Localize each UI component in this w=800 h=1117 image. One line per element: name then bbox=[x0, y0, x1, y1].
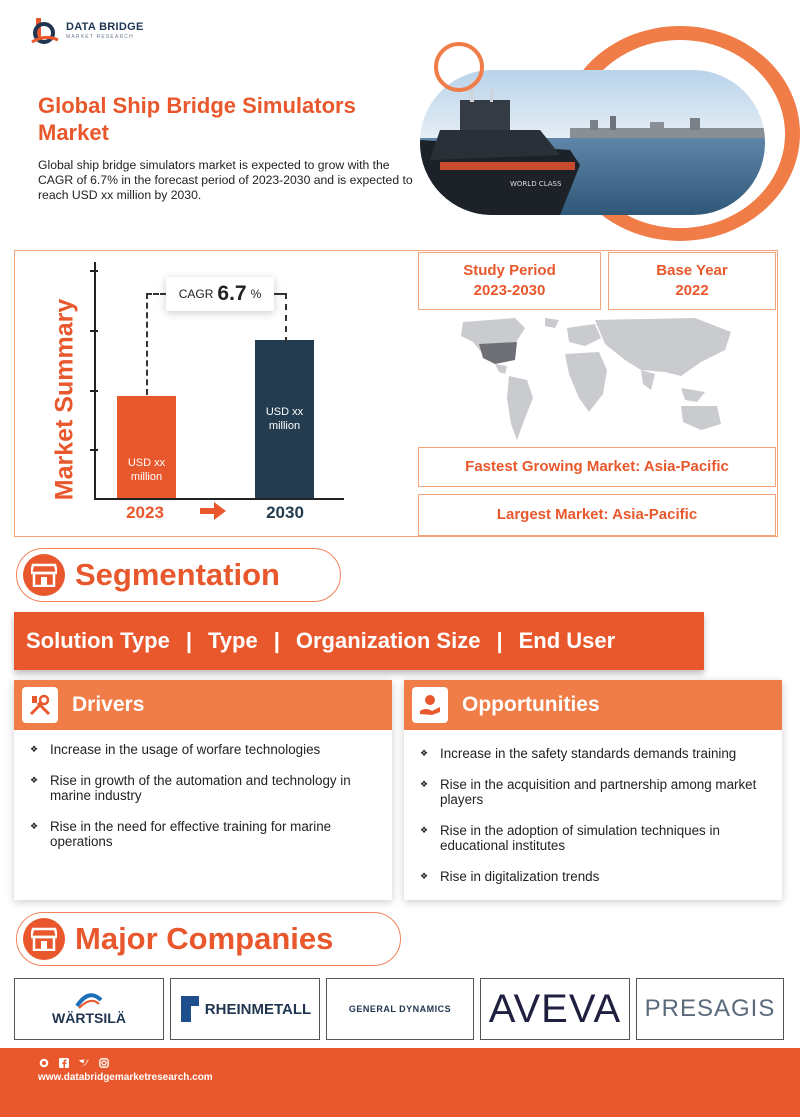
general-dynamics-text: GENERAL DYNAMICS bbox=[348, 1004, 452, 1014]
arrow-right-icon bbox=[200, 502, 226, 520]
segment-type: Type bbox=[207, 628, 258, 653]
segment-separator: | bbox=[185, 628, 192, 653]
year-2023-label: 2023 bbox=[126, 503, 164, 522]
page-title: Global Ship Bridge Simulators Market bbox=[38, 93, 356, 145]
fastest-growing-text: Fastest Growing Market: Asia-Pacific bbox=[465, 458, 729, 475]
rheinmetall-mark-icon bbox=[179, 994, 201, 1024]
companies-heading bbox=[16, 912, 401, 966]
chart-x-axis bbox=[94, 498, 344, 500]
list-item: ❖ Increase in the usage of worfare technologies bbox=[30, 742, 380, 758]
fastest-growing-box bbox=[418, 447, 776, 487]
largest-market-text: Largest Market: Asia-Pacific bbox=[496, 506, 698, 523]
study-period-label: Study Period bbox=[463, 262, 556, 279]
y-tick bbox=[90, 270, 98, 272]
logo-mark-icon bbox=[30, 16, 60, 46]
whatsapp-icon[interactable] bbox=[38, 1057, 49, 1068]
tools-icon bbox=[22, 687, 58, 723]
logo-wartsila bbox=[14, 978, 164, 1040]
instagram-icon[interactable] bbox=[98, 1057, 109, 1068]
opportunities-list bbox=[404, 730, 782, 884]
list-item: ❖ Rise in digitalization trends bbox=[420, 869, 770, 885]
store-icon bbox=[23, 918, 65, 960]
segment-end-user: End User bbox=[518, 628, 616, 653]
base-year-value: 2022 bbox=[675, 282, 709, 299]
cagr-dash-top-right bbox=[274, 293, 286, 295]
ship-photo bbox=[420, 70, 765, 215]
opportunities-header bbox=[404, 680, 782, 730]
drivers-card bbox=[14, 680, 392, 900]
social-links bbox=[38, 1057, 109, 1068]
chart-y-axis bbox=[94, 262, 96, 500]
year-2030-label: 2030 bbox=[266, 503, 304, 522]
logo-rheinmetall bbox=[170, 978, 320, 1040]
world-map bbox=[455, 314, 745, 446]
segmentation-bar bbox=[14, 612, 704, 670]
svg-text:WORLD CLASS: WORLD CLASS bbox=[510, 180, 562, 188]
cagr-value: 6.7 bbox=[217, 282, 247, 305]
twitter-icon[interactable] bbox=[78, 1057, 89, 1068]
list-item: ❖ Rise in the adoption of simulation techniques in educational institutes bbox=[420, 823, 770, 854]
cagr-prefix: CAGR bbox=[178, 287, 214, 301]
brand-logo bbox=[30, 14, 170, 48]
list-item: ❖ Rise in the need for effective training for marine operations bbox=[30, 819, 380, 850]
segment-solution-type: Solution Type bbox=[26, 628, 170, 653]
list-item: ❖ Increase in the safety standards demands training bbox=[420, 746, 770, 762]
segmentation-heading bbox=[16, 548, 341, 602]
opportunities-card bbox=[404, 680, 782, 900]
intro-text: Global ship bridge simulators market is expected to grow with the CAGR of 6.7% in the forecast period of 2023-2030 and is expected to reach USD xx million by 2030. bbox=[38, 158, 413, 202]
logo-presagis bbox=[636, 978, 784, 1040]
footer-website-link[interactable]: www.databridgemarketresearch.com bbox=[38, 1072, 213, 1083]
largest-market-box bbox=[418, 494, 776, 536]
bar-2030-label: USD xx million bbox=[265, 405, 304, 432]
segment-separator: | bbox=[496, 628, 503, 653]
cagr-suffix: % bbox=[250, 287, 262, 301]
rheinmetall-text: RHEINMETALL bbox=[204, 1000, 312, 1018]
segment-organization-size: Organization Size bbox=[295, 628, 481, 653]
companies-title: Major Companies bbox=[75, 921, 334, 956]
y-tick bbox=[90, 330, 98, 332]
segmentation-title: Segmentation bbox=[75, 557, 280, 592]
logo-general-dynamics bbox=[326, 978, 474, 1040]
wartsila-mark-icon bbox=[75, 992, 103, 1010]
brand-tagline: MARKET RESEARCH bbox=[66, 34, 134, 40]
bar-2030 bbox=[255, 340, 314, 498]
opportunities-title: Opportunities bbox=[462, 693, 600, 716]
base-year-label: Base Year bbox=[656, 262, 728, 279]
cagr-dash-left bbox=[146, 293, 148, 395]
logo-aveva bbox=[480, 978, 630, 1040]
drivers-title: Drivers bbox=[72, 693, 145, 716]
small-ring-decoration bbox=[434, 42, 484, 92]
brand-name: DATA BRIDGE bbox=[66, 21, 144, 33]
study-period-box bbox=[418, 252, 601, 310]
cagr-dash-right bbox=[285, 293, 287, 343]
segment-separator: | bbox=[273, 628, 280, 653]
y-tick bbox=[90, 449, 98, 451]
base-year-box bbox=[608, 252, 776, 310]
aveva-text: AVEVA bbox=[488, 986, 622, 1031]
y-tick bbox=[90, 390, 98, 392]
list-item: ❖ Rise in growth of the automation and technology in marine industry bbox=[30, 773, 380, 804]
market-summary-label: Market Summary bbox=[50, 298, 79, 501]
study-period-value: 2023-2030 bbox=[473, 282, 546, 299]
bar-2023-label: USD xx million bbox=[127, 457, 166, 483]
list-item: ❖ Rise in the acquisition and partnership among market players bbox=[420, 777, 770, 808]
opportunity-icon bbox=[412, 687, 448, 723]
bar-2023 bbox=[117, 396, 176, 498]
drivers-header bbox=[14, 680, 392, 730]
facebook-icon[interactable] bbox=[58, 1057, 69, 1068]
cagr-dash-top-left bbox=[146, 293, 166, 295]
wartsila-text: WÄRTSILÄ bbox=[52, 1010, 126, 1026]
drivers-list bbox=[14, 730, 392, 850]
cagr-callout bbox=[166, 277, 274, 311]
store-icon bbox=[23, 554, 65, 596]
presagis-text: PRESAGIS bbox=[644, 995, 776, 1022]
